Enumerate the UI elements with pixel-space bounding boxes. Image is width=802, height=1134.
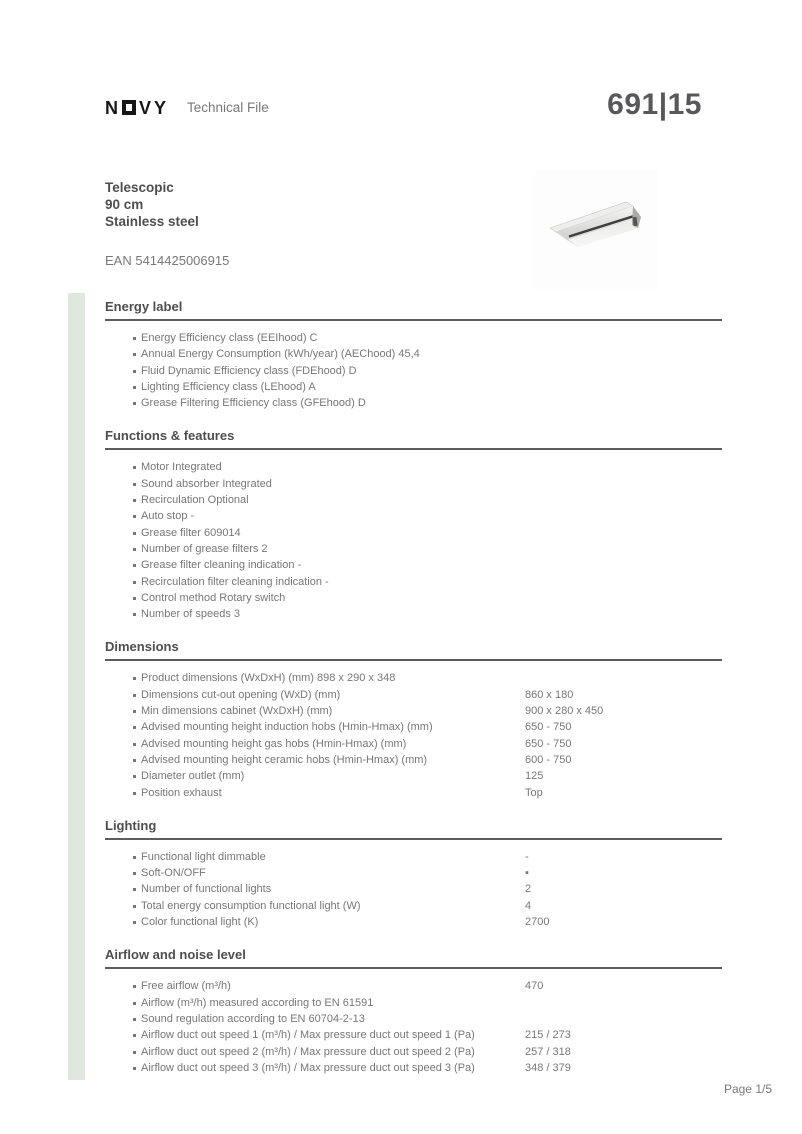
product-title-line3: Stainless steel — [105, 214, 199, 229]
spec-label: Control method Rotary switch — [141, 591, 286, 604]
bullet-icon — [133, 402, 136, 405]
spec-row — [105, 1044, 722, 1060]
spec-label: Sound absorber Integrated — [141, 477, 272, 490]
spec-label: Number of speeds 3 — [141, 608, 241, 621]
bullet-icon — [133, 985, 136, 988]
spec-row — [105, 768, 722, 784]
spec-label: Min dimensions cabinet (WxDxH) (mm) — [141, 705, 333, 718]
spec-label: Energy Efficiency class (EEIhood) C — [141, 332, 318, 344]
bullet-icon — [133, 694, 136, 697]
spec-value: 470 — [525, 980, 544, 993]
bullet-icon — [133, 1067, 136, 1070]
spec-row — [105, 330, 722, 346]
spec-label: Motor Integrated — [141, 461, 222, 474]
spec-row — [105, 995, 722, 1011]
spec-row — [105, 703, 722, 719]
product-image — [533, 170, 658, 290]
spec-row — [105, 1027, 722, 1043]
spec-row — [105, 865, 722, 881]
section-divider — [105, 838, 722, 840]
spec-label: Advised mounting height induction hobs (Hmin-Hmax) (mm) — [141, 721, 433, 734]
spec-value: 860 x 180 — [525, 688, 574, 701]
spec-row — [105, 849, 722, 865]
spec-row — [105, 525, 722, 541]
logo-letters-vy: VY — [139, 98, 170, 118]
spec-value: 650 - 750 — [525, 737, 572, 750]
spec-label: Free airflow (m³/h) — [141, 980, 231, 993]
bullet-icon — [133, 921, 136, 924]
spec-label: Lighting Efficiency class (LEhood) A — [141, 380, 316, 393]
bullet-icon — [133, 1002, 136, 1005]
spec-row — [105, 687, 722, 703]
section-energy-label — [105, 299, 722, 411]
spec-label: Airflow (m³/h) measured according to EN 61591 — [141, 996, 374, 1009]
spec-label: Number of functional lights — [141, 883, 272, 896]
spec-label: Total energy consumption functional light (W) — [141, 899, 361, 912]
spec-row — [105, 752, 722, 768]
novy-logo — [105, 98, 169, 119]
spec-label: Grease filter cleaning indication - — [141, 559, 302, 572]
section-functions-features — [105, 428, 722, 622]
spec-row — [105, 574, 722, 590]
spec-label: Position exhaust — [141, 786, 222, 799]
spec-value: 2700 — [525, 916, 550, 929]
logo-letter-n: N — [105, 98, 121, 118]
bullet-icon — [133, 856, 136, 859]
spec-row — [105, 670, 722, 686]
spec-list — [105, 670, 722, 800]
bullet-icon — [133, 337, 136, 340]
bullet-icon — [133, 515, 136, 518]
spec-label: Product dimensions (WxDxH) (mm) 898 x 290 x 348 — [141, 672, 396, 685]
spec-label: Dimensions cut-out opening (WxD) (mm) — [141, 688, 341, 701]
bullet-icon — [133, 792, 136, 795]
spec-label: Grease Filtering Efficiency class (GFEhood) D — [141, 397, 366, 410]
spec-label: Annual Energy Consumption (kWh/year) (AEChood) 45,4 — [141, 348, 420, 361]
spec-row — [105, 508, 722, 524]
bullet-icon — [133, 1051, 136, 1054]
section-airflow-noise — [105, 947, 722, 1076]
spec-row — [105, 978, 722, 994]
spec-row — [105, 459, 722, 475]
bullet-icon — [133, 483, 136, 486]
section-title: Functions & features — [105, 428, 235, 444]
spec-list — [105, 330, 722, 411]
spec-label: Recirculation filter cleaning indication - — [141, 575, 329, 588]
product-title — [105, 179, 199, 230]
section-divider — [105, 659, 722, 661]
section-lighting — [105, 818, 722, 930]
bullet-icon — [133, 726, 136, 729]
bullet-icon — [133, 386, 136, 389]
spec-label: Advised mounting height gas hobs (Hmin-Hmax) (mm) — [141, 737, 407, 750]
spec-label: Diameter outlet (mm) — [141, 770, 245, 783]
spec-value: - — [525, 850, 529, 863]
bullet-icon — [133, 548, 136, 551]
spec-row — [105, 557, 722, 573]
ean-code: EAN 5414425006915 — [105, 253, 230, 268]
spec-label: Recirculation Optional — [141, 494, 249, 507]
spec-row — [105, 395, 722, 411]
spec-list — [105, 459, 722, 622]
spec-value: 257 / 318 — [525, 1045, 571, 1058]
spec-label: Grease filter 609014 — [141, 526, 241, 539]
bullet-icon — [133, 710, 136, 713]
spec-row — [105, 492, 722, 508]
spec-label: Soft-ON/OFF — [141, 867, 206, 880]
bullet-icon — [133, 775, 136, 778]
spec-row — [105, 476, 722, 492]
spec-row — [105, 379, 722, 395]
spec-row — [105, 785, 722, 801]
section-divider — [105, 967, 722, 969]
bullet-icon — [133, 597, 136, 600]
spec-value: 650 - 750 — [525, 721, 572, 734]
spec-row — [105, 590, 722, 606]
section-title: Airflow and noise level — [105, 947, 246, 963]
bullet-icon — [133, 677, 136, 680]
spec-label: Sound regulation according to EN 60704-2-13 — [141, 1012, 365, 1025]
spec-row — [105, 346, 722, 362]
spec-label: Fluid Dynamic Efficiency class (FDEhood) D — [141, 364, 357, 377]
spec-row — [105, 914, 722, 930]
spec-value: 900 x 280 x 450 — [525, 705, 604, 718]
spec-row — [105, 1060, 722, 1076]
spec-row — [105, 881, 722, 897]
spec-list — [105, 978, 722, 1076]
section-title: Dimensions — [105, 639, 179, 655]
header — [105, 90, 702, 126]
bullet-icon — [133, 905, 136, 908]
spec-value: Top — [525, 786, 543, 799]
spec-row — [105, 719, 722, 735]
spec-row — [105, 606, 722, 622]
page-number: Page 1/5 — [723, 1082, 772, 1096]
bullet-icon — [133, 613, 136, 616]
bullet-icon — [133, 564, 136, 567]
logo-square-o-icon — [122, 100, 136, 115]
spec-row — [105, 541, 722, 557]
spec-label: Auto stop - — [141, 510, 195, 523]
spec-label: Color functional light (K) — [141, 916, 259, 929]
bullet-icon — [133, 353, 136, 356]
bullet-icon — [133, 466, 136, 469]
spec-content — [105, 291, 722, 1093]
spec-value: 348 / 379 — [525, 1061, 571, 1074]
spec-value: 215 / 273 — [525, 1029, 571, 1042]
spec-value: 600 - 750 — [525, 753, 572, 766]
section-title: Lighting — [105, 817, 157, 833]
document-type-label: Technical File — [187, 100, 269, 115]
model-number: 691|15 — [607, 88, 702, 121]
section-divider — [105, 448, 722, 450]
section-divider — [105, 319, 722, 321]
bullet-icon — [133, 888, 136, 891]
accent-bar — [68, 293, 85, 1080]
section-title: Energy label — [105, 299, 183, 314]
telescopic-hood-illustration — [533, 170, 658, 290]
spec-label: Airflow duct out speed 1 (m³/h) / Max pressure duct out speed 1 (Pa) — [141, 1029, 475, 1042]
bullet-icon — [133, 759, 136, 762]
bullet-icon — [133, 1034, 136, 1037]
bullet-icon — [133, 532, 136, 535]
spec-value: 4 — [525, 899, 532, 912]
spec-row — [105, 363, 722, 379]
spec-row — [105, 1011, 722, 1027]
bullet-icon — [133, 581, 136, 584]
bullet-icon — [133, 743, 136, 746]
bullet-icon — [133, 370, 136, 373]
spec-value: ▪ — [525, 867, 529, 880]
spec-value: 2 — [525, 883, 532, 896]
spec-row — [105, 736, 722, 752]
spec-list — [105, 849, 722, 930]
spec-label: Advised mounting height ceramic hobs (Hmin-Hmax) (mm) — [141, 753, 428, 766]
spec-label: Airflow duct out speed 2 (m³/h) / Max pressure duct out speed 2 (Pa) — [141, 1045, 475, 1058]
bullet-icon — [133, 499, 136, 502]
bullet-icon — [133, 872, 136, 875]
spec-label: Functional light dimmable — [141, 850, 266, 863]
spec-label: Number of grease filters 2 — [141, 542, 268, 555]
bullet-icon — [133, 1018, 136, 1021]
product-title-line2: 90 cm — [105, 197, 144, 212]
product-title-line1: Telescopic — [105, 180, 174, 195]
spec-row — [105, 898, 722, 914]
spec-label: Airflow duct out speed 3 (m³/h) / Max pressure duct out speed 3 (Pa) — [141, 1061, 475, 1074]
section-dimensions — [105, 639, 722, 800]
spec-value: 125 — [525, 770, 544, 783]
